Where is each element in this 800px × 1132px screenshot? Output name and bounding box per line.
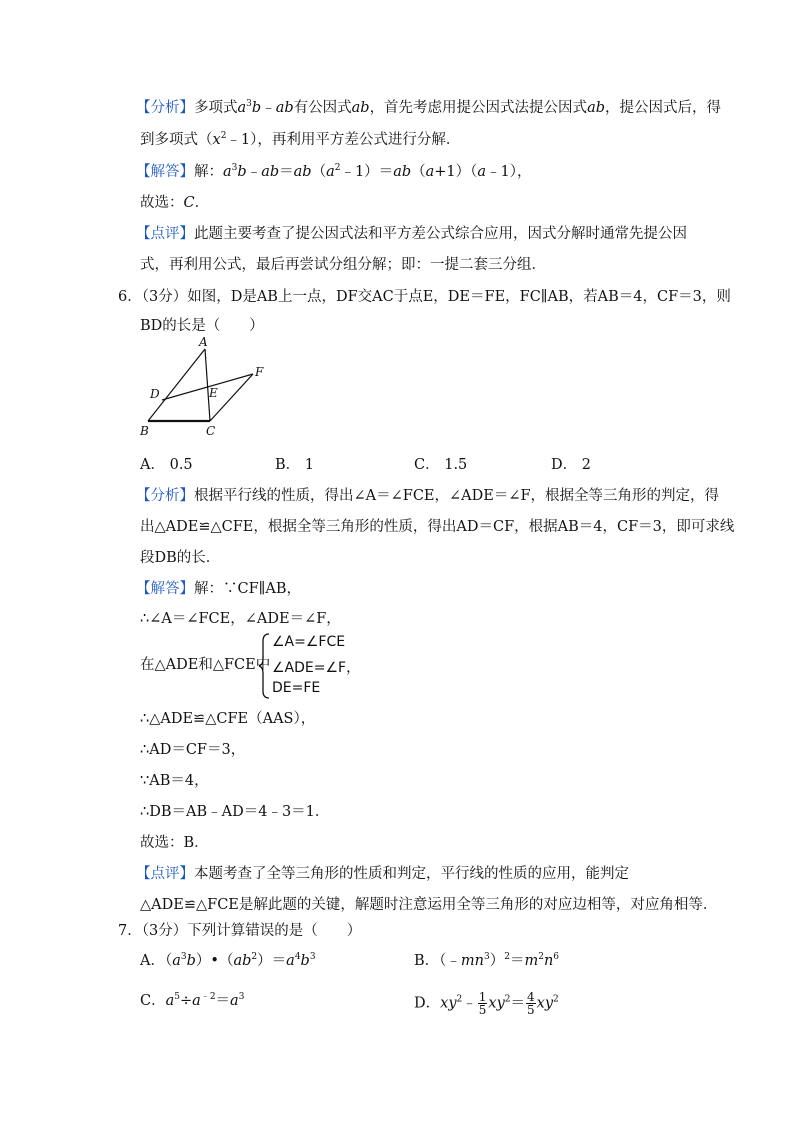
q6-analysis-line-3: 段DB的长． bbox=[140, 550, 221, 566]
segment-AC bbox=[205, 349, 210, 421]
q5-answer-line: 【解答】解：$a^3b﹣ab=ab(a^2﹣1)=ab(a+1)(a﹣1)$， bbox=[136, 163, 532, 180]
analysis-tag: 【分析】 bbox=[136, 100, 194, 116]
q6-answer-line-1: 【解答】解：∵CF∥AB， bbox=[136, 581, 301, 597]
system-eq-1: ∠A=∠FCE bbox=[272, 634, 346, 650]
segment-AB bbox=[148, 349, 205, 421]
answer-tag: 【解答】 bbox=[136, 164, 194, 180]
q7-option-d[interactable]: D．$xy^2﹣$ $\frac{1}{5}$ $xy^2=$ $\frac{4}{5}$ $xy^2$ bbox=[414, 990, 559, 1017]
q6-analysis-line-2: 出△ADE≌△CFE，根据全等三角形的性质，得出AD＝CF，根据AB＝4，CF＝3，即可求线 bbox=[140, 519, 735, 535]
q7-stem: 7．（3分）下列计算错误的是（ ） bbox=[118, 923, 362, 939]
q6-choose: 故选：B． bbox=[140, 835, 209, 851]
q6-comment-line-1: 【点评】本题考查了全等三角形的性质和判定，平行线的性质的应用，能判定 bbox=[136, 866, 629, 882]
q6-answer-line-3: 在△ADE和△FCE中 bbox=[140, 657, 271, 673]
comment-tag: 【点评】 bbox=[136, 226, 194, 242]
question-number: 7． bbox=[118, 923, 142, 939]
label-D: D bbox=[150, 387, 160, 401]
q7-option-b[interactable]: B．$(﹣mn^3)^2=m^2n^6$ bbox=[414, 952, 560, 969]
q6-option-c[interactable]: C． 1.5 bbox=[414, 457, 468, 473]
q6-answer-line-2: ∴∠A＝∠FCE，∠ADE＝∠F， bbox=[140, 611, 341, 627]
q6-answer-line-5: ∴AD＝CF＝3， bbox=[140, 742, 246, 758]
q6-stem-line-2: BD的长是（ ） bbox=[140, 318, 264, 334]
label-A: A bbox=[199, 335, 208, 349]
equation-system bbox=[258, 632, 398, 700]
q5-analysis-line-2: 到多项式$(x^2﹣1)$，再利用平方差公式进行分解． bbox=[140, 131, 461, 148]
label-F: F bbox=[255, 365, 264, 379]
question-number: 6． bbox=[118, 289, 142, 305]
system-eq-3: DE=FE bbox=[272, 680, 321, 696]
q6-analysis-line-1: 【分析】根据平行线的性质，得出∠A＝∠FCE，∠ADE＝∠F，根据全等三角形的判定，得 bbox=[136, 488, 720, 504]
q6-option-d[interactable]: D． 2 bbox=[551, 457, 591, 473]
q6-option-a[interactable]: A． 0.5 bbox=[140, 457, 193, 473]
label-B: B bbox=[140, 424, 149, 438]
q5-analysis-line-1: 【分析】多项式$a^3b﹣ab$有公因式ab，首先考虑用提公因式法提公因式ab，提公因式后，得 bbox=[136, 99, 721, 116]
geometry-figure bbox=[140, 333, 280, 441]
q6-answer-line-4: ∴△ADE≌△CFE（AAS）， bbox=[140, 711, 316, 727]
q6-comment-line-2: △ADE≌△FCE是解此题的关键，解题时注意运用全等三角形的对应边相等，对应角相等． bbox=[140, 897, 718, 913]
q5-choose: 故选：C． bbox=[140, 195, 210, 211]
q7-option-c[interactable]: C．$a^5\div a^{﹣2}=a^3$ bbox=[140, 992, 245, 1009]
q6-stem-line-1: 6．（3分）如图，D是AB上一点，DF交AC于点E，DE＝FE，FC∥AB，若AB＝4，CF＝3，则 bbox=[118, 289, 731, 305]
q5-comment-line-2: 式，再利用公式，最后再尝试分组分解；即：一提二套三分组． bbox=[140, 257, 546, 273]
label-C: C bbox=[206, 424, 216, 438]
q6-answer-line-7: ∴DB＝AB﹣AD＝4﹣3＝1． bbox=[140, 804, 330, 820]
q5-comment-line-1: 【点评】此题主要考查了提公因式法和平方差公式综合应用，因式分解时通常先提公因 bbox=[136, 226, 687, 242]
q6-option-b[interactable]: B． 1 bbox=[275, 457, 314, 473]
label-E: E bbox=[209, 386, 218, 400]
q7-option-a[interactable]: A．$(a^3b)•(ab^2)=a^4b^3$ bbox=[140, 952, 316, 969]
q6-answer-line-6: ∵AB＝4， bbox=[140, 773, 209, 789]
left-brace-icon bbox=[258, 632, 272, 700]
system-eq-2: ∠ADE=∠F， bbox=[272, 660, 361, 676]
